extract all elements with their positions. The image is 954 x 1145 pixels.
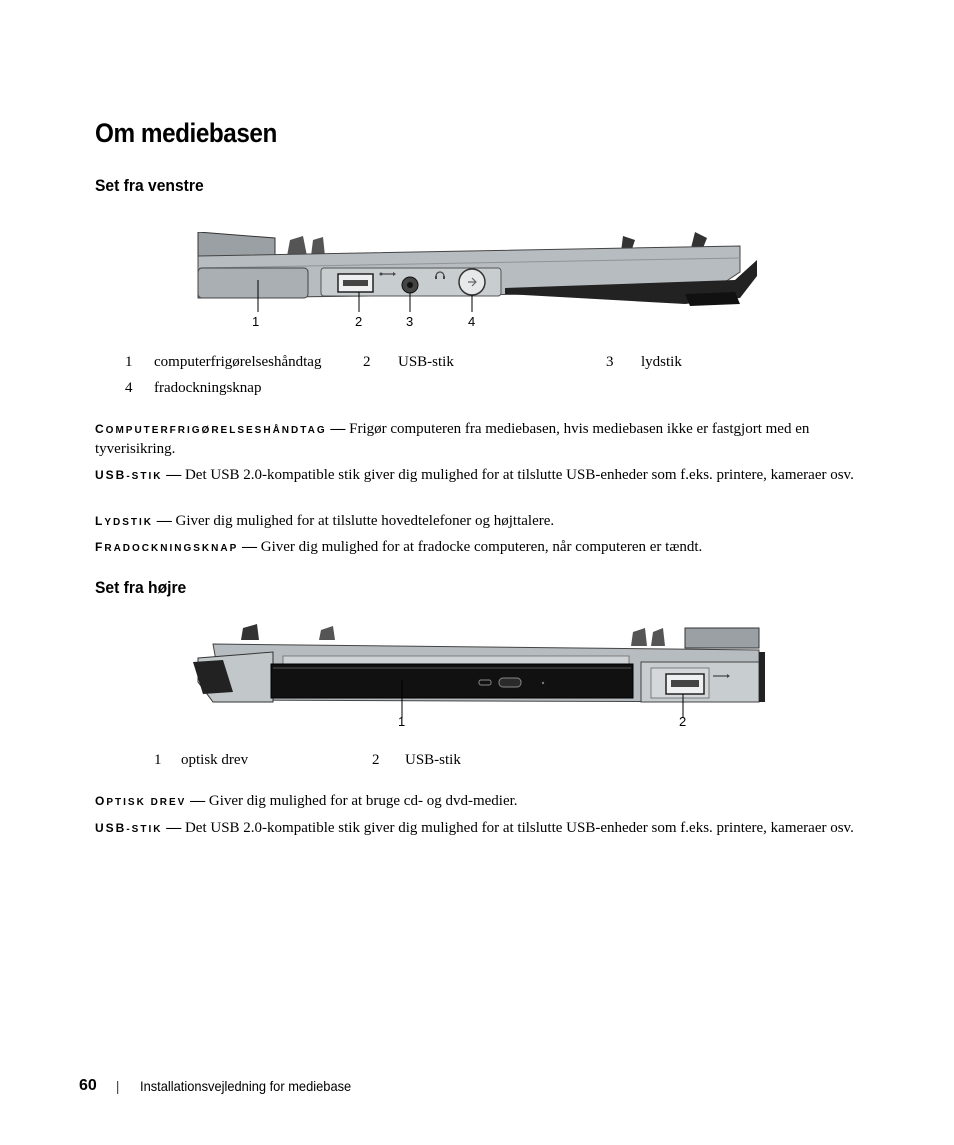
footer-separator: |	[116, 1078, 120, 1094]
term: LYDSTIK	[95, 514, 154, 528]
legend-label: USB-stik	[405, 752, 461, 768]
term: USB-STIK	[95, 821, 163, 835]
legend-label: lydstik	[641, 354, 682, 370]
description-text: Det USB 2.0-kompatible stik giver dig mulighed for at tilslutte USB-enheder som f.eks. printere, kameraer osv.	[184, 820, 854, 836]
description-text: Giver dig mulighed for at tilslutte hovedtelefoner og højttalere.	[175, 513, 555, 529]
description-text: Frigør computeren fra mediebasen, hvis mediebasen ikke er fastgjort med en tyverisikring.	[95, 421, 810, 457]
description-paragraph	[95, 420, 865, 458]
callout-number: 4	[468, 314, 476, 329]
legend-label: fradockningsknap	[154, 380, 262, 396]
legend-label: optisk drev	[181, 752, 249, 768]
callout-number: 2	[355, 314, 363, 329]
legend-number: 1	[125, 354, 133, 370]
legend-number: 2	[372, 752, 380, 768]
page-title: Om mediebasen	[95, 118, 277, 148]
term: COMPUTERFRIGØRELSESHÅNDTAG	[95, 422, 327, 436]
dash: —	[156, 513, 172, 529]
description-paragraph	[95, 792, 865, 812]
description-text: Giver dig mulighed for at bruge cd- og dvd-medier.	[208, 793, 518, 809]
callout-number: 2	[679, 714, 687, 729]
term: OPTISK DREV	[95, 794, 187, 808]
legend-label: USB-stik	[398, 354, 454, 370]
footer-title: Installationsvejledning for mediebase	[140, 1078, 352, 1094]
legend-number: 2	[363, 354, 371, 370]
term: USB-STIK	[95, 468, 163, 482]
page-number: 60	[79, 1077, 97, 1094]
dash: —	[166, 820, 182, 836]
description-paragraph	[95, 538, 865, 558]
left-view-illustration	[195, 232, 765, 312]
dash: —	[190, 793, 206, 809]
legend-number: 3	[606, 354, 614, 370]
legend-label: computerfrigørelseshåndtag	[154, 354, 322, 370]
description-text: Det USB 2.0-kompatible stik giver dig mulighed for at tilslutte USB-enheder som f.eks. printere, kameraer osv.	[184, 467, 854, 483]
legend-number: 4	[125, 380, 133, 396]
callout-number: 3	[406, 314, 414, 329]
term: FRADOCKNINGSKNAP	[95, 540, 239, 554]
left-view-heading: Set fra venstre	[95, 176, 204, 195]
callout-number: 1	[252, 314, 260, 329]
dash: —	[330, 421, 346, 437]
right-view-heading: Set fra højre	[95, 578, 187, 597]
description-paragraph	[95, 819, 865, 839]
legend-number: 1	[154, 752, 162, 768]
dash: —	[166, 467, 182, 483]
description-paragraph	[95, 466, 865, 486]
description-text: Giver dig mulighed for at fradocke computeren, når computeren er tændt.	[260, 539, 703, 555]
callout-number: 1	[398, 714, 406, 729]
dash: —	[242, 539, 257, 555]
description-paragraph	[95, 512, 865, 532]
